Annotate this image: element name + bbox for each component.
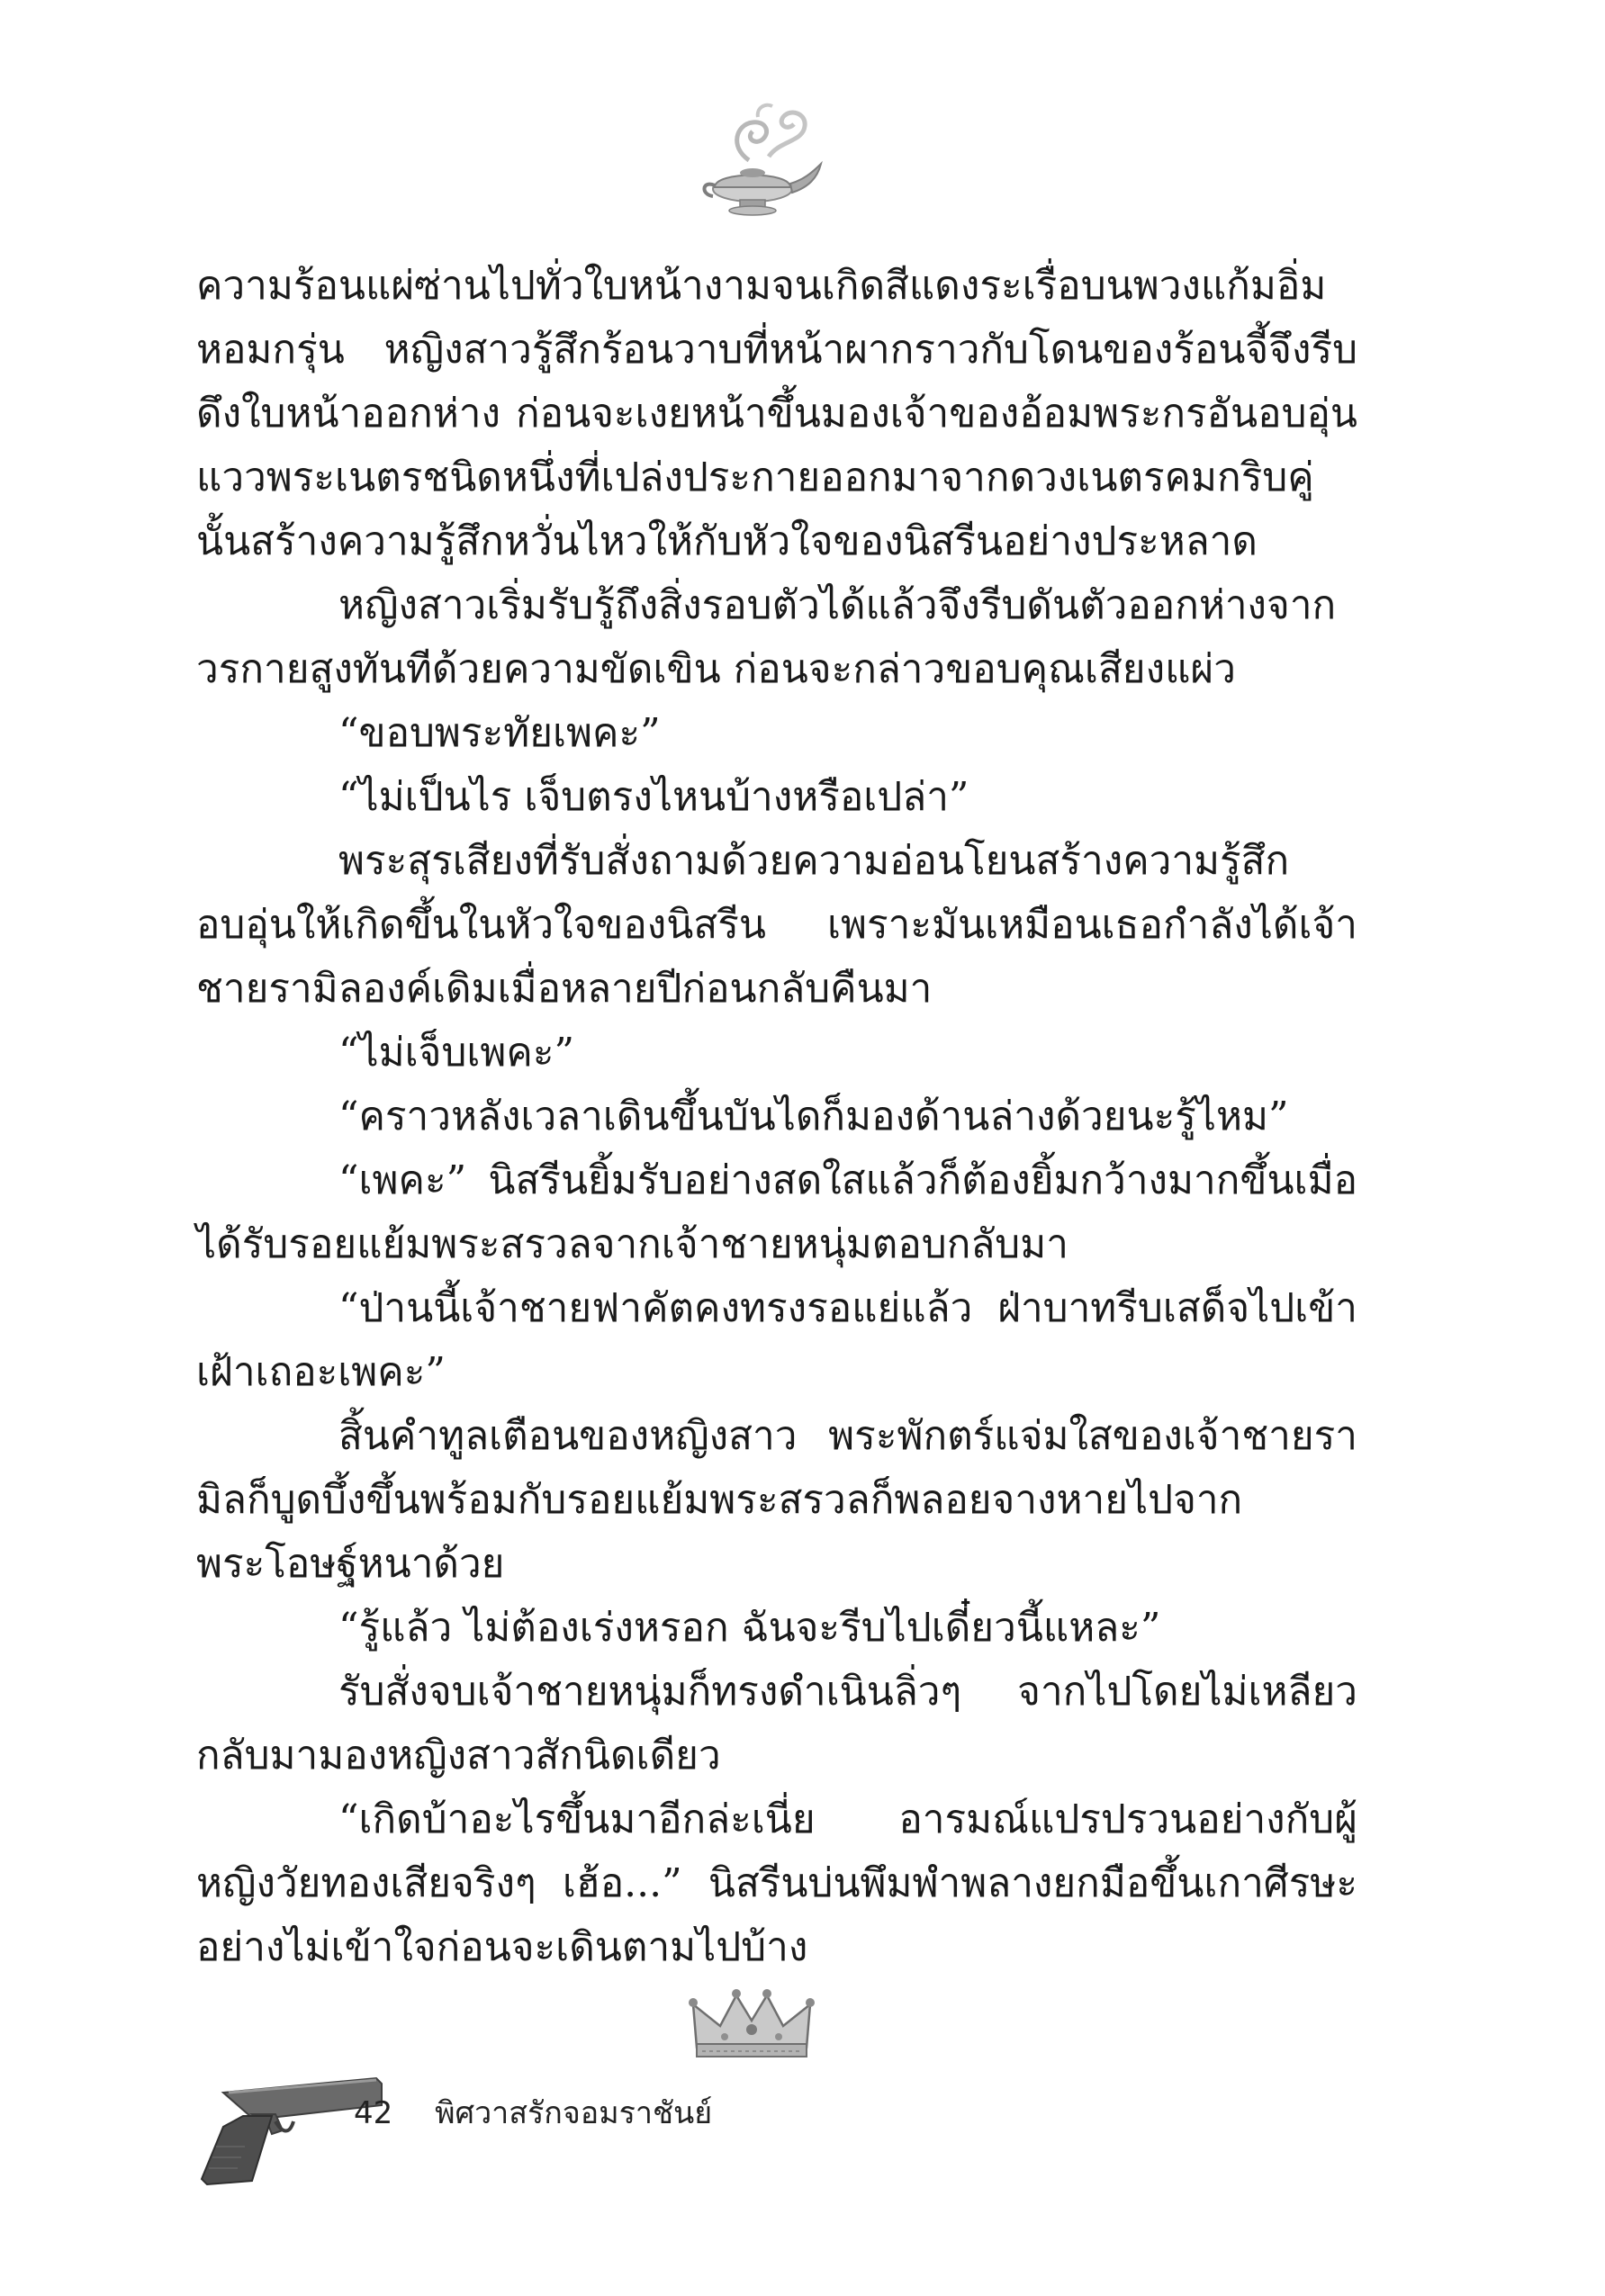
dialogue-line: “ขอบพระทัยเพคะ” xyxy=(338,710,661,756)
dialogue-line: “ป่านนี้เจ้าชายฟาคัตคงทรงรอแย่แล้ว ฝ่าบาทรีบเสด็จไปเข้าเฝ้าเถอะเพคะ” xyxy=(196,1285,1357,1395)
story-text xyxy=(196,254,1357,1979)
book-title: พิศวาสรักจอมราชันย์ xyxy=(435,2095,713,2131)
paragraph: หญิงสาวเริ่มรับรู้ถึงสิ่งรอบตัวได้แล้วจึงรีบดันตัวออกห่างจากวรกายสูงทันทีด้วยความขัดเขิน ก่อนจะกล่าวขอบคุณเสียงแผ่ว xyxy=(196,582,1337,692)
dialogue-line: “ไม่เจ็บเพคะ” xyxy=(338,1030,574,1076)
dialogue-line: “ไม่เป็นไร เจ็บตรงไหนบ้างหรือเปล่า” xyxy=(338,774,969,820)
magic-lamp-icon xyxy=(693,97,828,223)
paragraph: พระสุรเสียงที่รับสั่งถามด้วยความอ่อนโยนสร้างความรู้สึกอบอุ่นให้เกิดขึ้นในหัวใจของนิสรีน เพราะมันเหมือนเธอกำลังได้เจ้าชายรามิลองค์เดิมเมื่อหลายปีก่อนกลับคืนมา xyxy=(196,838,1357,1012)
paragraph: “เพคะ” นิสรีนยิ้มรับอย่างสดใสแล้วก็ต้องยิ้มกว้างมากขึ้นเมื่อได้รับรอยแย้มพระสรวลจากเจ้าชายหนุ่มตอบกลับมา xyxy=(196,1157,1357,1267)
dialogue-line: “รู้แล้ว ไม่ต้องเร่งหรอก ฉันจะรีบไปเดี๋ยวนี้แหละ” xyxy=(338,1605,1161,1651)
crown-icon xyxy=(684,1985,819,2066)
paragraph: ความร้อนแผ่ซ่านไปทั่วใบหน้างามจนเกิดสีแดงระเรื่อบนพวงแก้มอิ่มหอมกรุ่น หญิงสาวรู้สึกร้อนวาบที่หน้าผากราวกับโดนของร้อนจี้จึงรีบดึงใบหน้าออกห่าง ก่อนจะเงยหน้าขึ้นมองเจ้าของอ้อมพระกรอันอบอุ่น แววพระเนตรชนิดหนึ่งที่เปล่งประกายออกมาจากดวงเนตรคมกริบคู่นั้นสร้างความรู้สึกหวั่นไหวให้กับหัวใจของนิสรีนอย่างประหลาด xyxy=(196,263,1357,564)
dialogue-line: “เกิดบ้าอะไรขึ้นมาอีกล่ะเนี่ย อารมณ์แปรปรวนอย่างกับผู้หญิงวัยทองเสียจริงๆ เฮ้อ...” นิสรีนบ่นพึมพำพลางยกมือขึ้นเกาศีรษะอย่างไม่เข้าใจก่อนจะเดินตามไปบ้าง xyxy=(196,1796,1357,1970)
dialogue-line: “คราวหลังเวลาเดินขึ้นบันไดก็มองด้านล่างด้วยนะรู้ไหม” xyxy=(338,1094,1289,1139)
paragraph: รับสั่งจบเจ้าชายหนุ่มก็ทรงดำเนินลิ่วๆ จากไปโดยไม่เหลียวกลับมามองหญิงสาวสักนิดเดียว xyxy=(196,1669,1357,1778)
page-number: 42 xyxy=(354,2095,393,2131)
page-footer xyxy=(354,2088,712,2137)
paragraph: สิ้นคำทูลเตือนของหญิงสาว พระพักตร์แจ่มใสของเจ้าชายรามิลก็บูดบึ้งขึ้นพร้อมกับรอยแย้มพระสรวลก็พลอยจางหายไปจากพระโอษฐ์หนาด้วย xyxy=(196,1413,1357,1587)
